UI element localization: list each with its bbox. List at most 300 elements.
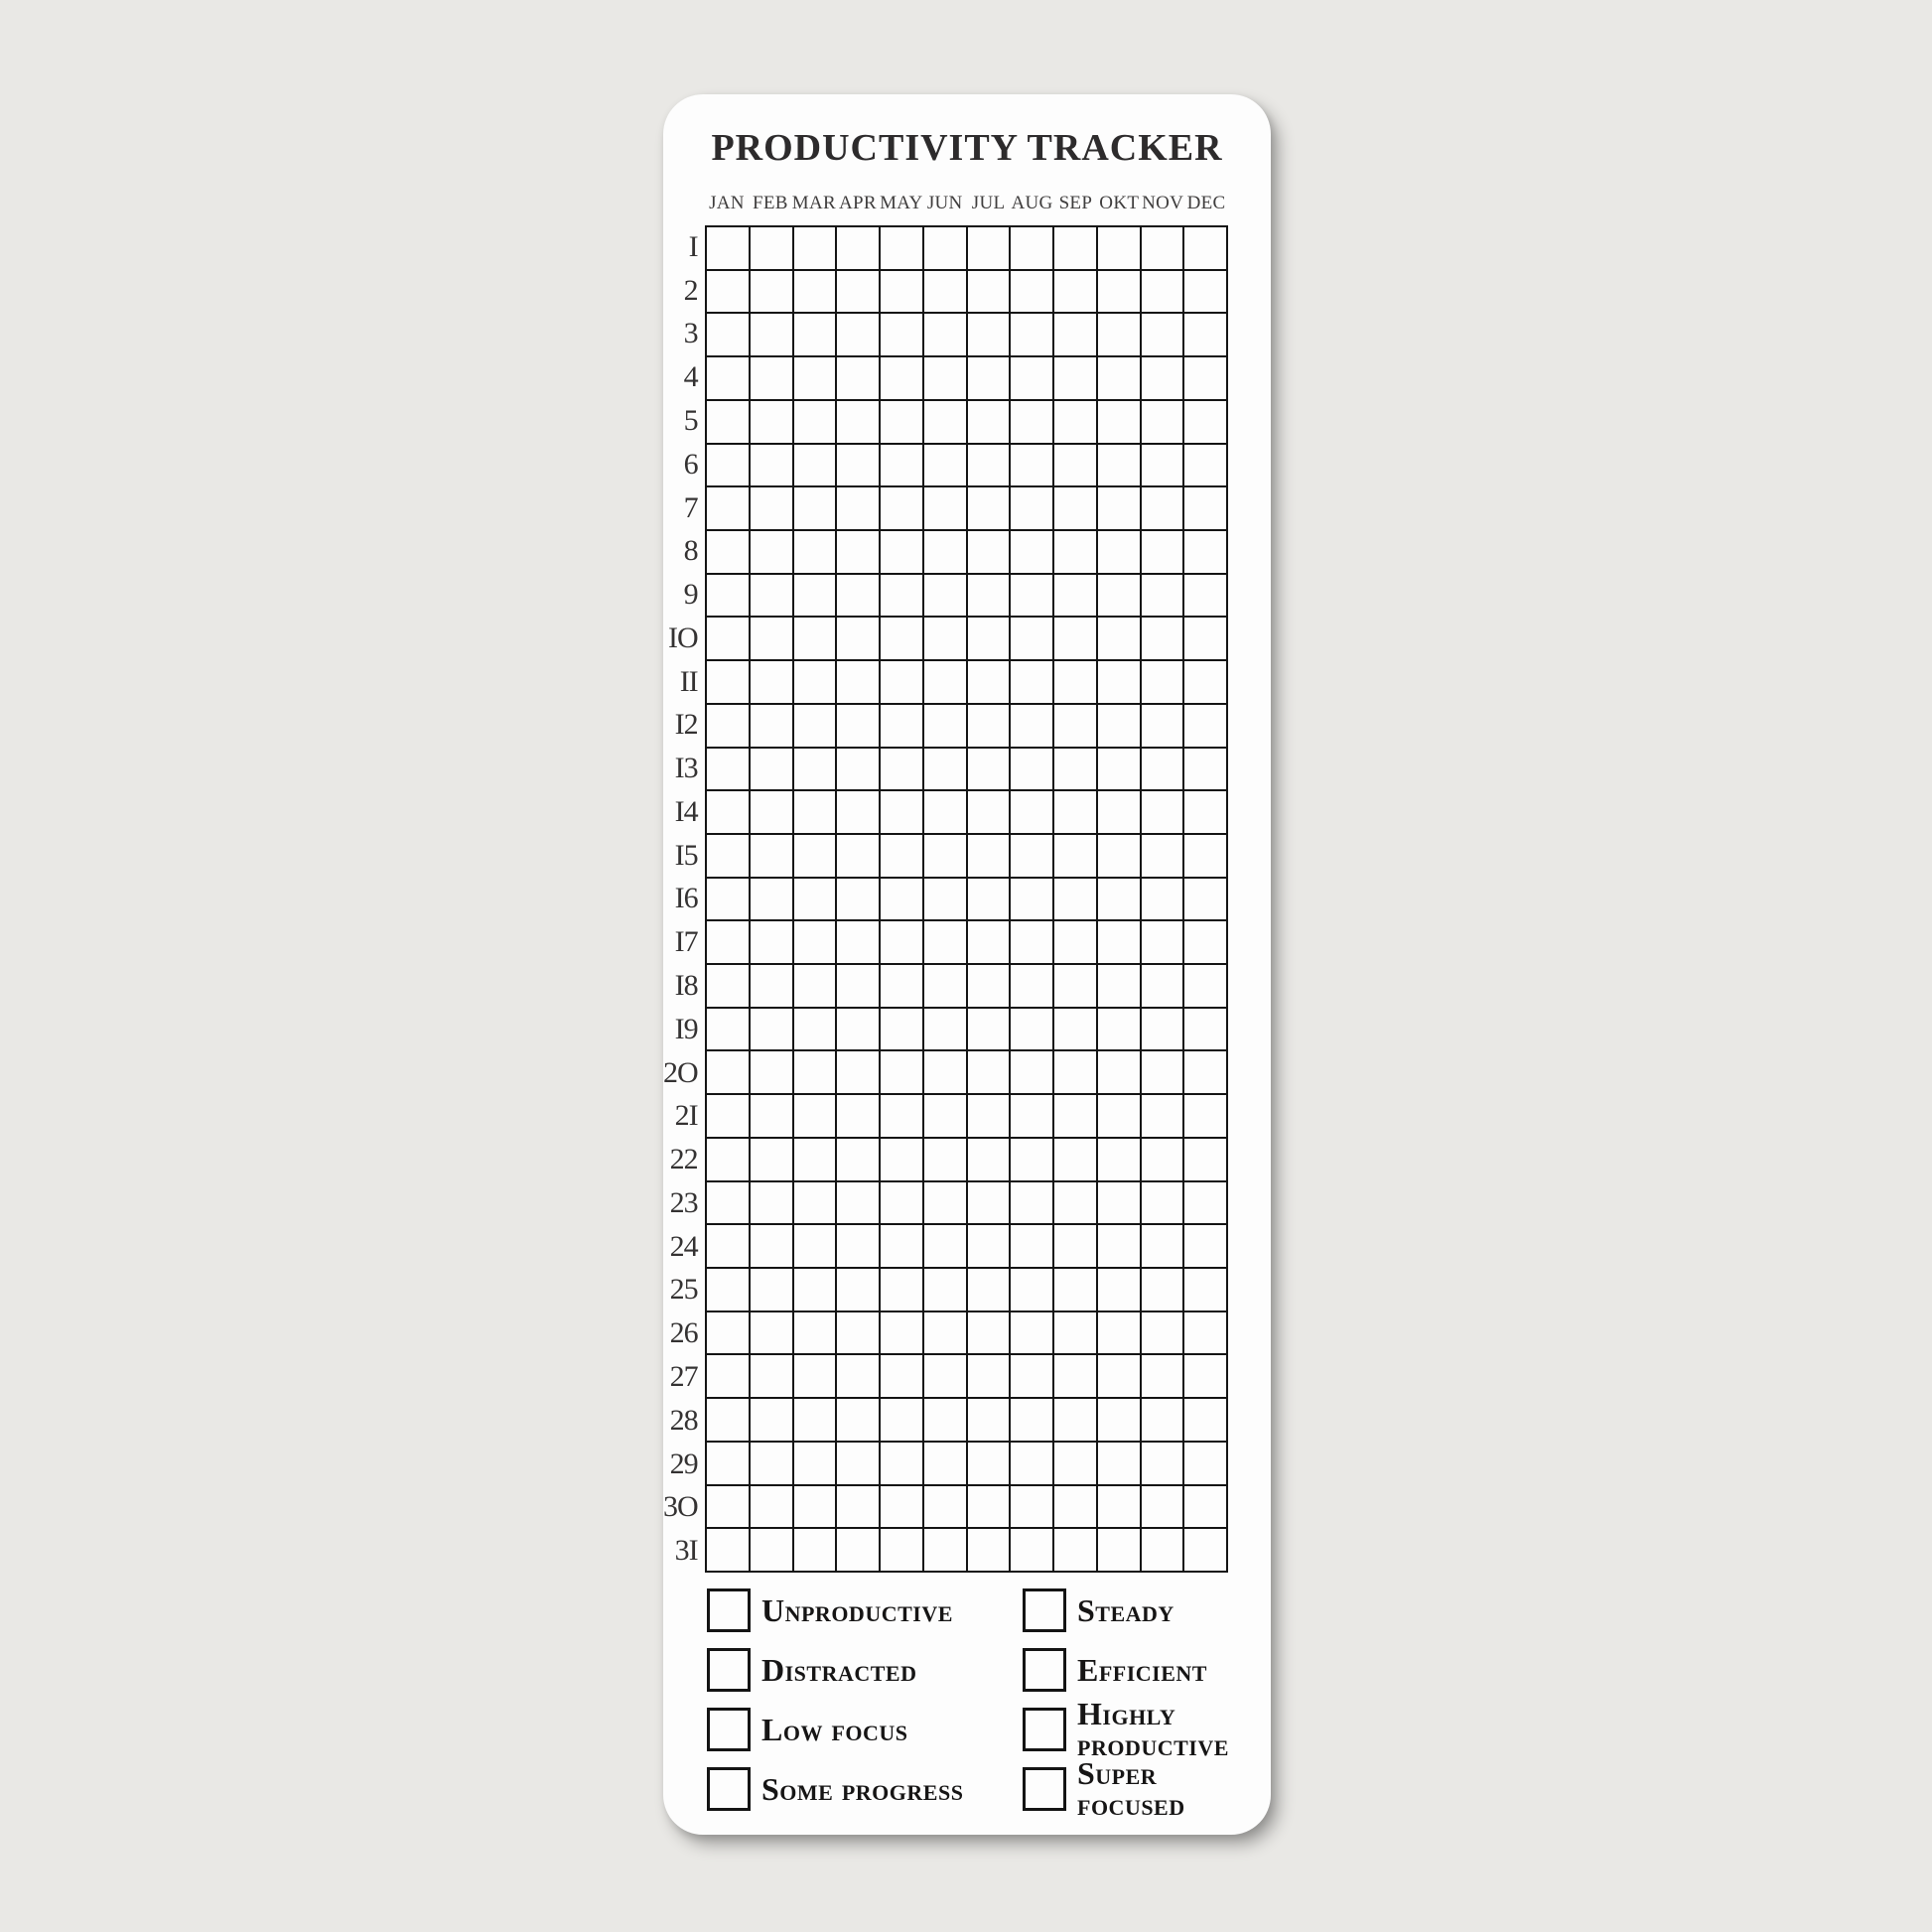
grid-cell[interactable] [924, 791, 966, 833]
grid-cell[interactable] [1054, 749, 1096, 790]
grid-cell[interactable] [924, 1269, 966, 1311]
grid-cell[interactable] [924, 835, 966, 877]
grid-cell[interactable] [1142, 1269, 1183, 1311]
grid-cell[interactable] [1184, 227, 1226, 269]
grid-cell[interactable] [924, 227, 966, 269]
grid-cell[interactable] [837, 487, 879, 529]
grid-cell[interactable] [837, 227, 879, 269]
grid-cell[interactable] [837, 965, 879, 1007]
grid-cell[interactable] [837, 1355, 879, 1397]
grid-cell[interactable] [1184, 965, 1226, 1007]
grid-cell[interactable] [1142, 1443, 1183, 1484]
grid-cell[interactable] [1098, 1225, 1140, 1267]
grid-cell[interactable] [751, 271, 792, 313]
grid-cell[interactable] [1054, 401, 1096, 443]
grid-cell[interactable] [1142, 1312, 1183, 1354]
grid-cell[interactable] [881, 1051, 922, 1093]
grid-cell[interactable] [1184, 618, 1226, 659]
grid-cell[interactable] [968, 271, 1010, 313]
grid-cell[interactable] [751, 227, 792, 269]
grid-cell[interactable] [1184, 271, 1226, 313]
grid-cell[interactable] [1098, 271, 1140, 313]
grid-cell[interactable] [924, 357, 966, 399]
grid-cell[interactable] [1054, 618, 1096, 659]
grid-cell[interactable] [1011, 965, 1052, 1007]
grid-cell[interactable] [1142, 1529, 1183, 1571]
grid-cell[interactable] [751, 314, 792, 355]
grid-cell[interactable] [794, 227, 836, 269]
grid-cell[interactable] [1184, 1225, 1226, 1267]
grid-cell[interactable] [837, 1139, 879, 1180]
grid-cell[interactable] [794, 921, 836, 963]
grid-cell[interactable] [924, 1529, 966, 1571]
grid-cell[interactable] [924, 1051, 966, 1093]
grid-cell[interactable] [968, 575, 1010, 617]
grid-cell[interactable] [1184, 1529, 1226, 1571]
grid-cell[interactable] [1011, 921, 1052, 963]
grid-cell[interactable] [751, 1009, 792, 1050]
grid-cell[interactable] [751, 835, 792, 877]
grid-cell[interactable] [707, 1312, 749, 1354]
grid-cell[interactable] [1184, 1486, 1226, 1528]
grid-cell[interactable] [924, 1182, 966, 1224]
grid-cell[interactable] [1184, 1312, 1226, 1354]
grid-cell[interactable] [837, 835, 879, 877]
grid-cell[interactable] [924, 921, 966, 963]
grid-cell[interactable] [968, 1139, 1010, 1180]
grid-cell[interactable] [1011, 835, 1052, 877]
grid-cell[interactable] [707, 531, 749, 573]
grid-cell[interactable] [837, 357, 879, 399]
grid-cell[interactable] [707, 1355, 749, 1397]
grid-cell[interactable] [837, 314, 879, 355]
grid-cell[interactable] [924, 749, 966, 790]
grid-cell[interactable] [1011, 401, 1052, 443]
grid-cell[interactable] [1054, 1443, 1096, 1484]
grid-cell[interactable] [707, 791, 749, 833]
grid-cell[interactable] [881, 227, 922, 269]
grid-cell[interactable] [924, 487, 966, 529]
grid-cell[interactable] [1098, 575, 1140, 617]
grid-cell[interactable] [794, 1355, 836, 1397]
grid-cell[interactable] [968, 879, 1010, 920]
grid-cell[interactable] [707, 1269, 749, 1311]
grid-cell[interactable] [1098, 487, 1140, 529]
grid-cell[interactable] [968, 1051, 1010, 1093]
grid-cell[interactable] [837, 1486, 879, 1528]
grid-cell[interactable] [1142, 575, 1183, 617]
grid-cell[interactable] [1184, 531, 1226, 573]
grid-cell[interactable] [794, 445, 836, 486]
grid-cell[interactable] [924, 1139, 966, 1180]
grid-cell[interactable] [1184, 1443, 1226, 1484]
grid-cell[interactable] [794, 1443, 836, 1484]
grid-cell[interactable] [1184, 749, 1226, 790]
grid-cell[interactable] [1142, 401, 1183, 443]
grid-cell[interactable] [837, 1312, 879, 1354]
grid-cell[interactable] [1011, 749, 1052, 790]
grid-cell[interactable] [1011, 1225, 1052, 1267]
grid-cell[interactable] [1142, 965, 1183, 1007]
grid-cell[interactable] [837, 618, 879, 659]
grid-cell[interactable] [1011, 445, 1052, 486]
grid-cell[interactable] [881, 1529, 922, 1571]
grid-cell[interactable] [837, 575, 879, 617]
grid-cell[interactable] [968, 1399, 1010, 1441]
grid-cell[interactable] [1142, 487, 1183, 529]
grid-cell[interactable] [1054, 1095, 1096, 1137]
grid-cell[interactable] [1142, 1095, 1183, 1137]
grid-cell[interactable] [1098, 1139, 1140, 1180]
grid-cell[interactable] [881, 1009, 922, 1050]
grid-cell[interactable] [837, 401, 879, 443]
grid-cell[interactable] [794, 1225, 836, 1267]
grid-cell[interactable] [881, 1355, 922, 1397]
grid-cell[interactable] [1054, 1051, 1096, 1093]
grid-cell[interactable] [1184, 661, 1226, 703]
grid-cell[interactable] [968, 921, 1010, 963]
grid-cell[interactable] [707, 879, 749, 920]
grid-cell[interactable] [794, 575, 836, 617]
grid-cell[interactable] [751, 1182, 792, 1224]
grid-cell[interactable] [1098, 1355, 1140, 1397]
grid-cell[interactable] [1184, 705, 1226, 747]
grid-cell[interactable] [1098, 965, 1140, 1007]
grid-cell[interactable] [707, 401, 749, 443]
grid-cell[interactable] [968, 1009, 1010, 1050]
grid-cell[interactable] [1011, 1051, 1052, 1093]
grid-cell[interactable] [707, 487, 749, 529]
grid-cell[interactable] [1011, 487, 1052, 529]
grid-cell[interactable] [881, 661, 922, 703]
grid-cell[interactable] [1142, 271, 1183, 313]
legend-checkbox[interactable] [1023, 1588, 1066, 1632]
grid-cell[interactable] [1011, 1486, 1052, 1528]
grid-cell[interactable] [881, 271, 922, 313]
grid-cell[interactable] [881, 921, 922, 963]
grid-cell[interactable] [751, 357, 792, 399]
grid-cell[interactable] [1054, 1182, 1096, 1224]
grid-cell[interactable] [837, 879, 879, 920]
grid-cell[interactable] [1011, 1009, 1052, 1050]
grid-cell[interactable] [924, 879, 966, 920]
grid-cell[interactable] [924, 271, 966, 313]
grid-cell[interactable] [707, 357, 749, 399]
grid-cell[interactable] [751, 401, 792, 443]
grid-cell[interactable] [968, 1355, 1010, 1397]
grid-cell[interactable] [1184, 1269, 1226, 1311]
grid-cell[interactable] [881, 1139, 922, 1180]
grid-cell[interactable] [1011, 791, 1052, 833]
grid-cell[interactable] [751, 921, 792, 963]
grid-cell[interactable] [1011, 1529, 1052, 1571]
grid-cell[interactable] [881, 1095, 922, 1137]
grid-cell[interactable] [1054, 531, 1096, 573]
grid-cell[interactable] [751, 705, 792, 747]
grid-cell[interactable] [1098, 1009, 1140, 1050]
grid-cell[interactable] [968, 531, 1010, 573]
grid-cell[interactable] [1184, 1009, 1226, 1050]
grid-cell[interactable] [968, 749, 1010, 790]
grid-cell[interactable] [1184, 1095, 1226, 1137]
grid-cell[interactable] [1054, 1529, 1096, 1571]
grid-cell[interactable] [1054, 1312, 1096, 1354]
grid-cell[interactable] [1054, 705, 1096, 747]
grid-cell[interactable] [1184, 1051, 1226, 1093]
grid-cell[interactable] [924, 1355, 966, 1397]
legend-checkbox[interactable] [1023, 1648, 1066, 1692]
grid-cell[interactable] [1142, 357, 1183, 399]
grid-cell[interactable] [751, 1443, 792, 1484]
grid-cell[interactable] [751, 1225, 792, 1267]
grid-cell[interactable] [968, 445, 1010, 486]
grid-cell[interactable] [1054, 1355, 1096, 1397]
grid-cell[interactable] [707, 1486, 749, 1528]
grid-cell[interactable] [794, 661, 836, 703]
grid-cell[interactable] [837, 1529, 879, 1571]
grid-cell[interactable] [1098, 401, 1140, 443]
grid-cell[interactable] [968, 791, 1010, 833]
grid-cell[interactable] [794, 357, 836, 399]
grid-cell[interactable] [794, 705, 836, 747]
grid-cell[interactable] [881, 791, 922, 833]
grid-cell[interactable] [794, 749, 836, 790]
grid-cell[interactable] [924, 1225, 966, 1267]
grid-cell[interactable] [794, 1312, 836, 1354]
grid-cell[interactable] [1184, 487, 1226, 529]
grid-cell[interactable] [794, 1095, 836, 1137]
grid-cell[interactable] [924, 1486, 966, 1528]
grid-cell[interactable] [751, 749, 792, 790]
grid-cell[interactable] [751, 1486, 792, 1528]
grid-cell[interactable] [1054, 1139, 1096, 1180]
grid-cell[interactable] [707, 575, 749, 617]
grid-cell[interactable] [1098, 835, 1140, 877]
grid-cell[interactable] [837, 749, 879, 790]
grid-cell[interactable] [968, 314, 1010, 355]
grid-cell[interactable] [837, 791, 879, 833]
grid-cell[interactable] [751, 1095, 792, 1137]
grid-cell[interactable] [1011, 1269, 1052, 1311]
grid-cell[interactable] [751, 965, 792, 1007]
grid-cell[interactable] [1184, 791, 1226, 833]
grid-cell[interactable] [1142, 314, 1183, 355]
grid-cell[interactable] [1011, 531, 1052, 573]
grid-cell[interactable] [968, 1269, 1010, 1311]
grid-cell[interactable] [794, 835, 836, 877]
grid-cell[interactable] [1054, 357, 1096, 399]
grid-cell[interactable] [1142, 1399, 1183, 1441]
grid-cell[interactable] [794, 271, 836, 313]
legend-checkbox[interactable] [707, 1708, 751, 1751]
grid-cell[interactable] [794, 1182, 836, 1224]
grid-cell[interactable] [1098, 357, 1140, 399]
grid-cell[interactable] [1098, 1443, 1140, 1484]
grid-cell[interactable] [707, 705, 749, 747]
grid-cell[interactable] [751, 531, 792, 573]
grid-cell[interactable] [1142, 791, 1183, 833]
grid-cell[interactable] [794, 1486, 836, 1528]
grid-cell[interactable] [1142, 705, 1183, 747]
grid-cell[interactable] [707, 921, 749, 963]
grid-cell[interactable] [1054, 271, 1096, 313]
grid-cell[interactable] [1011, 1355, 1052, 1397]
grid-cell[interactable] [924, 314, 966, 355]
grid-cell[interactable] [707, 227, 749, 269]
grid-cell[interactable] [1142, 1139, 1183, 1180]
grid-cell[interactable] [1054, 1009, 1096, 1050]
grid-cell[interactable] [794, 1051, 836, 1093]
grid-cell[interactable] [794, 618, 836, 659]
grid-cell[interactable] [968, 1095, 1010, 1137]
grid-cell[interactable] [751, 1312, 792, 1354]
grid-cell[interactable] [794, 531, 836, 573]
grid-cell[interactable] [924, 965, 966, 1007]
legend-checkbox[interactable] [1023, 1767, 1066, 1811]
grid-cell[interactable] [707, 1529, 749, 1571]
grid-cell[interactable] [1011, 271, 1052, 313]
grid-cell[interactable] [924, 531, 966, 573]
grid-cell[interactable] [1098, 227, 1140, 269]
grid-cell[interactable] [1054, 879, 1096, 920]
grid-cell[interactable] [751, 1529, 792, 1571]
grid-cell[interactable] [707, 749, 749, 790]
grid-cell[interactable] [751, 618, 792, 659]
grid-cell[interactable] [1142, 531, 1183, 573]
grid-cell[interactable] [1054, 1486, 1096, 1528]
grid-cell[interactable] [751, 1399, 792, 1441]
grid-cell[interactable] [1098, 1051, 1140, 1093]
grid-cell[interactable] [1054, 1225, 1096, 1267]
grid-cell[interactable] [707, 314, 749, 355]
grid-cell[interactable] [707, 1443, 749, 1484]
grid-cell[interactable] [1011, 1182, 1052, 1224]
grid-cell[interactable] [794, 791, 836, 833]
grid-cell[interactable] [1011, 314, 1052, 355]
grid-cell[interactable] [881, 1182, 922, 1224]
grid-cell[interactable] [968, 618, 1010, 659]
grid-cell[interactable] [1098, 879, 1140, 920]
grid-cell[interactable] [968, 1443, 1010, 1484]
grid-cell[interactable] [1184, 445, 1226, 486]
grid-cell[interactable] [707, 965, 749, 1007]
grid-cell[interactable] [924, 1443, 966, 1484]
grid-cell[interactable] [707, 1051, 749, 1093]
grid-cell[interactable] [968, 1486, 1010, 1528]
grid-cell[interactable] [837, 531, 879, 573]
grid-cell[interactable] [707, 835, 749, 877]
grid-cell[interactable] [1142, 749, 1183, 790]
grid-cell[interactable] [837, 1051, 879, 1093]
grid-cell[interactable] [1098, 1095, 1140, 1137]
grid-cell[interactable] [968, 357, 1010, 399]
grid-cell[interactable] [1184, 357, 1226, 399]
grid-cell[interactable] [1142, 445, 1183, 486]
grid-cell[interactable] [1011, 1399, 1052, 1441]
grid-cell[interactable] [837, 1009, 879, 1050]
grid-cell[interactable] [881, 445, 922, 486]
grid-cell[interactable] [968, 705, 1010, 747]
grid-cell[interactable] [837, 1443, 879, 1484]
grid-cell[interactable] [1184, 1399, 1226, 1441]
grid-cell[interactable] [1054, 791, 1096, 833]
grid-cell[interactable] [837, 921, 879, 963]
grid-cell[interactable] [751, 1139, 792, 1180]
legend-checkbox[interactable] [1023, 1708, 1066, 1751]
grid-cell[interactable] [794, 879, 836, 920]
grid-cell[interactable] [881, 1269, 922, 1311]
grid-cell[interactable] [924, 1009, 966, 1050]
grid-cell[interactable] [837, 1182, 879, 1224]
grid-cell[interactable] [881, 1399, 922, 1441]
grid-cell[interactable] [1011, 1139, 1052, 1180]
grid-cell[interactable] [837, 1399, 879, 1441]
grid-cell[interactable] [1098, 705, 1140, 747]
grid-cell[interactable] [1054, 661, 1096, 703]
grid-cell[interactable] [1184, 1139, 1226, 1180]
grid-cell[interactable] [707, 1225, 749, 1267]
grid-cell[interactable] [881, 879, 922, 920]
grid-cell[interactable] [1098, 1486, 1140, 1528]
grid-cell[interactable] [1142, 1486, 1183, 1528]
grid-cell[interactable] [794, 965, 836, 1007]
grid-cell[interactable] [881, 618, 922, 659]
grid-cell[interactable] [968, 1182, 1010, 1224]
grid-cell[interactable] [924, 401, 966, 443]
grid-cell[interactable] [1054, 445, 1096, 486]
grid-cell[interactable] [707, 1399, 749, 1441]
grid-cell[interactable] [1054, 487, 1096, 529]
grid-cell[interactable] [1142, 227, 1183, 269]
grid-cell[interactable] [1184, 879, 1226, 920]
grid-cell[interactable] [1142, 921, 1183, 963]
grid-cell[interactable] [924, 1312, 966, 1354]
grid-cell[interactable] [881, 835, 922, 877]
grid-cell[interactable] [837, 445, 879, 486]
grid-cell[interactable] [751, 879, 792, 920]
grid-cell[interactable] [881, 314, 922, 355]
grid-cell[interactable] [1011, 1095, 1052, 1137]
grid-cell[interactable] [1011, 618, 1052, 659]
grid-cell[interactable] [1054, 965, 1096, 1007]
grid-cell[interactable] [1098, 1312, 1140, 1354]
grid-cell[interactable] [1142, 1009, 1183, 1050]
grid-cell[interactable] [1054, 835, 1096, 877]
grid-cell[interactable] [1011, 879, 1052, 920]
grid-cell[interactable] [881, 1225, 922, 1267]
grid-cell[interactable] [794, 1269, 836, 1311]
grid-cell[interactable] [751, 575, 792, 617]
grid-cell[interactable] [751, 1051, 792, 1093]
grid-cell[interactable] [1054, 921, 1096, 963]
grid-cell[interactable] [1098, 445, 1140, 486]
legend-checkbox[interactable] [707, 1648, 751, 1692]
grid-cell[interactable] [1054, 1269, 1096, 1311]
grid-cell[interactable] [881, 1486, 922, 1528]
grid-cell[interactable] [881, 575, 922, 617]
grid-cell[interactable] [1098, 749, 1140, 790]
grid-cell[interactable] [881, 401, 922, 443]
grid-cell[interactable] [1098, 1399, 1140, 1441]
grid-cell[interactable] [1098, 314, 1140, 355]
grid-cell[interactable] [881, 1443, 922, 1484]
grid-cell[interactable] [837, 1269, 879, 1311]
grid-cell[interactable] [1011, 705, 1052, 747]
legend-checkbox[interactable] [707, 1767, 751, 1811]
grid-cell[interactable] [794, 1529, 836, 1571]
grid-cell[interactable] [881, 965, 922, 1007]
grid-cell[interactable] [881, 1312, 922, 1354]
